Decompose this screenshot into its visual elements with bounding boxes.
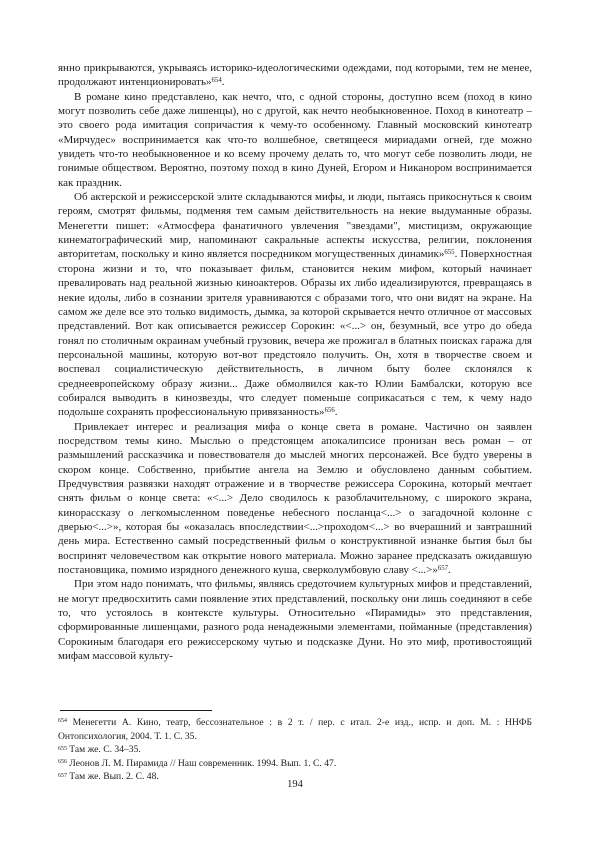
footnote-reference: 656 — [324, 407, 335, 415]
footnote-number: 654 — [58, 718, 67, 725]
paragraph: Привлекает интерес и реализация мифа о конце света в романе. Частично он заявлен посредством темы кино. Мыслью о предстоящем апокалипсисе пронизан весь роман – от размышлений рассказчика и повествователя до мыслей многих персонажей. Все будто уверены в скором конце. Собственно, прибытие ангела на Землю и обусловлено данным событием. Предчувствия развязки находят отражение и в творчестве режиссера Сорокина, который мечтает снять фильм о конце света: «<...> Дело сводилось к разоблачительному, с широкого экрана, кинорассказу о легкомысленном поведенье небесного посланца<...> о загадочной колонне с дверью<...>», которая бы «оказалась впоследствии<...>проходом<...> во вчерашний и завтрашний день мира. Естественно самый посредственный фильм о конструктивной изнанке бытия был бы воспринят человечеством как открытие нового материала. Можно заранее предсказать ожидавшую постановщика, помимо изрядного денежного куша, сверколумбовую славу <...>»$^{657}$. — [58, 420, 532, 577]
footnote: $^{655}$ Там же. С. 34–35. — [58, 744, 141, 756]
paragraph: В романе кино представлено, как нечто, что, с одной стороны, доступно всем (поход в кино могут позволить себе даже лишенцы), но с другой, как нечто необыкновенное. Поход в кинотеатр – это своего рода имитация сопричастия к чему-то особенному. Главный московский кинотеатр «Мирчудес» воспринимается как что-то волшебное, светящееся мириадами огней, где можно увидеть что-то необыкновенное и ко всему прочему делать то, что могут себе позволить люди, не гонимые обществом. Вероятно, поэтому поход в кино Дуней, Егором и Никанором воспринимается как праздник. — [58, 90, 532, 189]
footnote-separator — [60, 710, 212, 711]
footnote-number: 656 — [58, 759, 67, 766]
footnotes — [58, 716, 532, 784]
body-text — [58, 61, 532, 709]
footnote: $^{654}$ Менегетти А. Кино, театр, бессознательное : в 2 т. / пер. с итал. 2-е изд., испр. и доп. М. : ННФБ Онтопсихология, 2004. Т. 1. С. 35. — [58, 717, 532, 742]
page-number: 194 — [287, 779, 303, 790]
footnote: $^{656}$ Леонов Л. М. Пирамида // Наш современник. 1994. Вып. 1. С. 47. — [58, 757, 337, 769]
paragraph: янно прикрываются, укрываясь историко-идеологическими одеждами, под которыми, тем не менее, продолжают интенционировать»$^{654}$. — [58, 62, 532, 89]
paragraph: Об актерской и режиссерской элите складываются мифы, и люди, пытаясь прикоснуться к своим героям, смотрят фильмы, подменяя тем самым действительность на некие выдуманные образы. Менегетти пишет: «Атмосфера фанатичного увлечения "звездами", мистицизм, окружающие кинематографический мир, напоминают сакральные аспекты искусства, религии, поклонения авторитетам, поскольку и кино является посредником могущественных динамик»$^{655}$. Поверхностная сторона жизни и то, что показывает фильм, становится неким мифом, который начинает превалировать над реальной жизнью киноактеров. Образы их либо идеализируются, превращаясь в некие идолы, либо в сознании зрителя уравниваются с образами того, что они видят на экране. На самом же деле все это только видимость, дымка, за которой скрывается нечто отличное от массовых представлений. Вот как описывается режиссер Сорокин: «<...> он, безумный, все утро до обеда гонял по столичным окраинам учебный грузовик, вечера же прожигал в блатных поисках гаража для персональной машины, которую вот-вот предстояло получить. Он, хотя в творчестве своем и воспевал социалистическую действительность, в личном быту более склонялся к среднеевропейскому образу жизни... Даже обмолвился как-то Юлии Бамбалски, которую все собирался выводить в кинозвезды, что следует поменьше соприкасаться с тем, к чему надо подольше сохранять профессиональную привязанность»$^{656}$. — [58, 191, 532, 419]
footnote-number: 655 — [58, 745, 67, 752]
footnote-reference: 657 — [437, 564, 449, 572]
footnote-reference: 655 — [444, 249, 455, 257]
paragraph: При этом надо понимать, что фильмы, являясь средоточием культурных мифов и представлений, не могут предвосхитить сами появление этих представлений, поскольку они лишь соединяют в себе то, что устоялось в контексте культуры. Относительно «Пирамиды» это представления, сформированные лишенцами, разного рода ненадежными элементами, пойманные (представления) Сорокиным благодаря его режиссерскому чутью и подсказке Дуни. Но это миф, противостоящий мифам массовой культу- — [58, 578, 532, 663]
footnote-reference: 654 — [211, 77, 222, 85]
footnote-number: 657 — [58, 772, 67, 779]
footnote: $^{657}$ Там же. Вып. 2. С. 48. — [58, 771, 159, 783]
